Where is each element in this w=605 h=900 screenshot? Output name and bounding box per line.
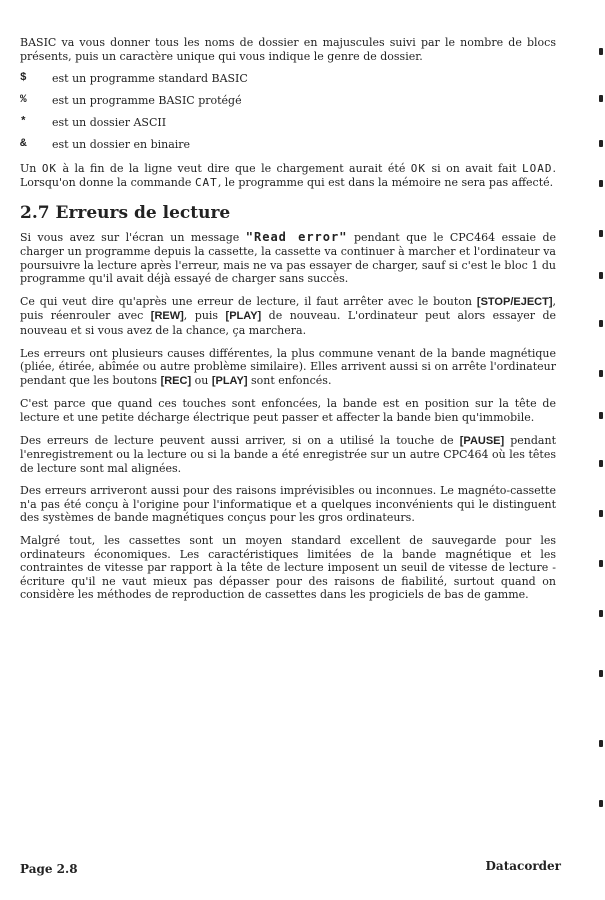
cat-command: CAT	[194, 175, 218, 189]
margin-mark	[599, 560, 603, 567]
margin-mark	[599, 230, 603, 237]
discharge-paragraph: C'est parce que quand ces touches sont enfoncées, la bande est en position sur la tête de lecture et une petite décharge électrique peut passer et affecter la bande bien qu'immobile.	[20, 397, 556, 424]
text-run: Ce qui veut dire qu'après une erreur de lecture, il faut arrêter avec le bouton	[20, 294, 477, 308]
file-type-symbol: %	[20, 94, 27, 107]
margin-mark	[599, 320, 603, 327]
margin-mark	[599, 460, 603, 467]
conclusion-paragraph: Malgré tout, les cassettes sont un moyen standard excellent de sauvegarde pour les ordinateurs économiques. Les caractéristiques limitées de la bande magnétique et les contraintes de vitesse par rapport à la tête de lecture imposent un seuil de vitesse de lecture - écriture qu'il ne vaut mieux pas dépasser pour des raisons de fiabilité, surtout quand on considère les méthodes de reproduction de cassettes dans les progiciels de bas de gamme.	[20, 534, 556, 602]
file-type-description: est un programme BASIC protégé	[52, 94, 242, 108]
margin-mark	[599, 370, 603, 377]
text-run: Un	[20, 162, 42, 176]
text-run: pendant l'enregistrement ou la lecture ou si la bande a été enregistrée sur un autre CPC464 où les têtes de lecture sont mal alignées.	[20, 433, 556, 475]
text-run: Des erreurs de lecture peuvent aussi arriver, si on a utilisé la touche de	[20, 433, 460, 447]
text-run: , puis réenrouler avec	[20, 294, 556, 323]
text-run: de nouveau. L'ordinateur peut alors essayer de nouveau et si vous avez de la chance, ça marchera.	[20, 309, 557, 337]
text-run: , le programme qui est dans la mémoire ne sera pas affecté.	[217, 175, 554, 189]
page-number: Page 2.8	[20, 862, 78, 876]
file-type-item	[20, 116, 556, 129]
pause-key: [PAUSE]	[459, 434, 505, 447]
read-error-message: "Read error"	[245, 230, 348, 245]
causes-paragraph	[20, 347, 556, 389]
text-run: Les erreurs ont plusieurs causes différentes, la plus commune venant de la bande magnétique (pliée, étirée, abîmée ou autre problème similaire). Elles arrivent aussi si on arrête l'ordinateur pendant que les boutons	[20, 346, 556, 387]
margin-mark	[599, 510, 603, 517]
text-run: ou	[191, 373, 212, 387]
margin-mark	[599, 610, 603, 617]
file-type-symbol: *	[20, 116, 27, 129]
file-type-symbol: &	[20, 138, 27, 151]
margin-mark	[599, 48, 603, 55]
file-type-description: est un dossier en binaire	[52, 138, 191, 152]
play-key: [PLAY]	[211, 374, 248, 387]
text-run: Si vous avez sur l'écran un message	[20, 231, 246, 245]
text-run: sont enfoncés.	[247, 373, 332, 387]
file-type-item	[20, 72, 556, 85]
rew-key: [REW]	[150, 310, 184, 323]
margin-mark	[599, 95, 603, 102]
text-run: à la fin de la ligne veut dire que le chargement aurait été	[57, 162, 411, 176]
ok-paragraph	[20, 162, 556, 189]
margin-mark	[599, 272, 603, 279]
text-run: pendant que le CPC464 essaie de charger un programme depuis la cassette, la cassette va continuer à marcher et l'ordinateur va poursuivre la lecture après l'erreur, mais ne va pas essayer de charger, sauf si c'est le bloc 1 du programme qu'il avait déjà essayé de charger sans succès.	[20, 231, 556, 286]
file-type-item	[20, 138, 556, 151]
file-type-list	[20, 72, 556, 151]
file-type-symbol: $	[20, 72, 27, 85]
recovery-paragraph	[20, 295, 556, 338]
margin-mark	[599, 180, 603, 187]
pause-paragraph	[20, 434, 556, 476]
margin-mark	[599, 800, 603, 807]
unknown-errors-paragraph: Des erreurs arriveront aussi pour des raisons imprévisibles ou inconnues. Le magnéto-cassette n'a pas été conçu à l'origine pour l'informatique et a quelques inconvénients qui le distinguent des systèmes de bande magnétiques conçus pour les gros ordinateurs.	[20, 484, 556, 525]
margin-mark	[599, 140, 603, 147]
ok-keyword: OK	[410, 162, 427, 176]
margin-mark	[599, 740, 603, 747]
play-key: [PLAY]	[225, 310, 262, 323]
chapter-name: Datacorder	[485, 859, 561, 873]
page-content	[20, 36, 556, 611]
file-type-description: est un programme standard BASIC	[52, 72, 248, 86]
rec-key: [REC]	[160, 374, 192, 387]
intro-paragraph: BASIC va vous donner tous les noms de dossier en majuscules suivi par le nombre de blocs présents, puis un caractère unique qui vous indique le genre de dossier.	[20, 36, 556, 63]
margin-mark	[599, 412, 603, 419]
file-type-item	[20, 94, 556, 107]
text-run: . Lorsqu'on donne la commande	[20, 162, 556, 189]
load-command: LOAD	[522, 162, 553, 176]
text-run: si on avait fait	[426, 162, 522, 176]
scan-margin-marks	[595, 40, 605, 820]
section-heading: 2.7 Erreurs de lecture	[20, 203, 231, 224]
read-error-paragraph	[20, 231, 556, 285]
margin-mark	[599, 670, 603, 677]
file-type-description: est un dossier ASCII	[52, 116, 167, 130]
ok-keyword: OK	[41, 162, 58, 176]
text-run: , puis	[183, 309, 226, 323]
stop-eject-key: [STOP/EJECT]	[476, 295, 553, 308]
